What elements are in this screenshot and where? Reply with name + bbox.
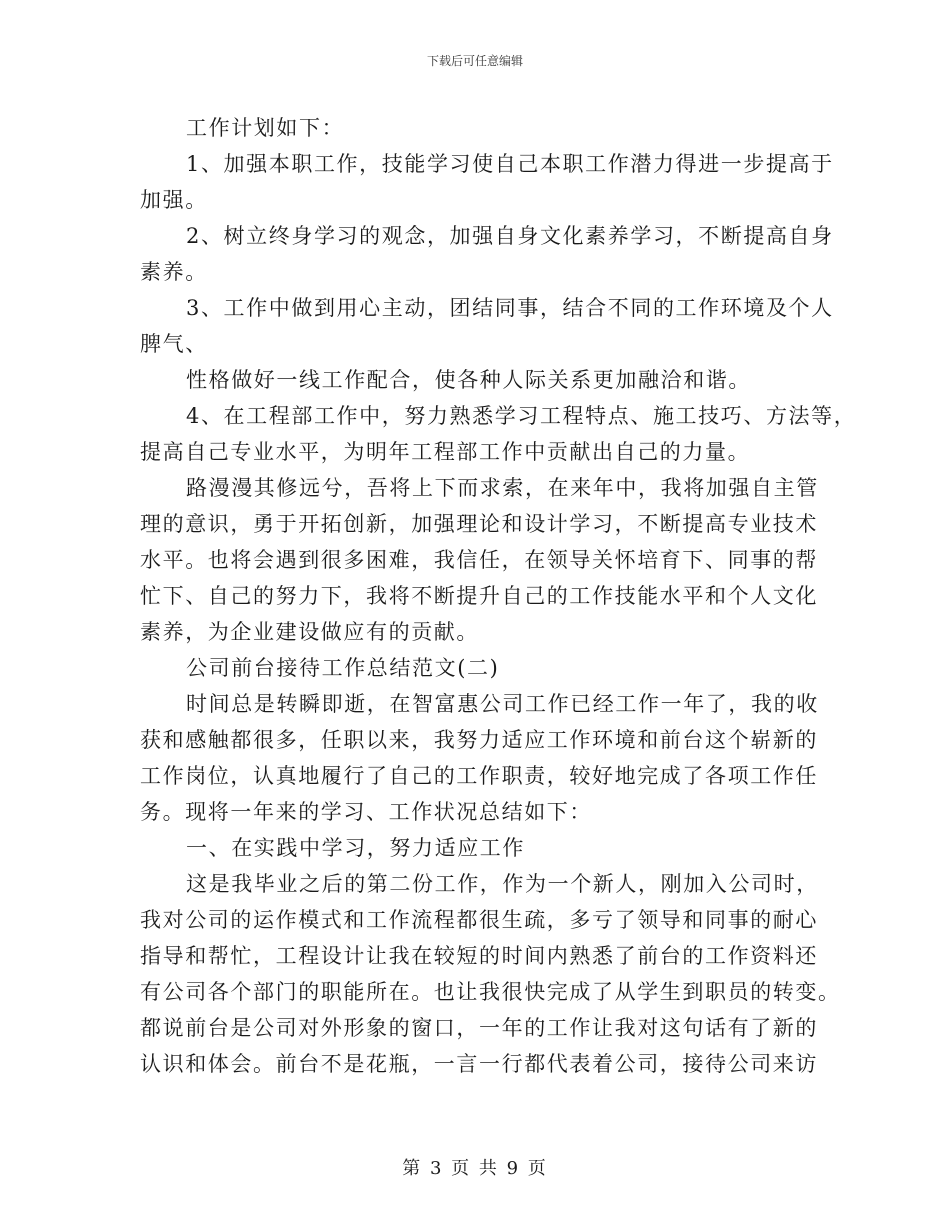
body-line: 1、加强本职工作，技能学习使自己本职工作潜力得进一步提高于 [186,152,834,176]
body-line: 都说前台是公司对外形象的窗口，一年的工作让我对这句话有了新的 [140,1016,818,1040]
subsection-heading: 一、在实践中学习，努力适应工作 [186,836,525,860]
body-line: 时间总是转瞬即逝，在智富惠公司工作已经工作一年了，我的收 [186,692,819,716]
body-line: 2、树立终身学习的观念，加强自身文化素养学习，不断提高自身 [186,224,834,248]
body-line: 这是我毕业之后的第二份工作，作为一个新人，刚加入公司时， [186,872,819,896]
body-line: 忙下、自己的努力下，我将不断提升自己的工作技能水平和个人文化 [140,584,818,608]
body-line: 4、在工程部工作中，努力熟悉学习工程特点、施工技巧、方法等， [186,404,857,428]
body-line: 加强。 [140,188,208,212]
body-line: 3、工作中做到用心主动，团结同事，结合不同的工作环境及个人 [186,296,834,320]
body-line: 我对公司的运作模式和工作流程都很生疏，多亏了领导和同事的耐心 [140,908,818,932]
body-line: 务。现将一年来的学习、工作状况总结如下： [140,800,592,824]
body-line: 有公司各个部门的职能所在。也让我很快完成了从学生到职员的转变。 [140,980,841,1004]
body-line: 工作计划如下： [186,116,345,140]
body-line: 指导和帮忙，工程设计让我在较短的时间内熟悉了前台的工作资料还 [140,944,818,968]
body-line: 认识和体会。前台不是花瓶，一言一行都代表着公司，接待公司来访 [140,1052,818,1076]
body-line: 路漫漫其修远兮，吾将上下而求索，在来年中，我将加强自主管 [186,476,819,500]
body-line: 获和感触都很多，任职以来，我努力适应工作环境和前台这个崭新的 [140,728,818,752]
page-number: 第 3 页 共 9 页 [402,1158,548,1179]
body-line: 脾气、 [140,332,208,356]
body-line: 素养。 [140,260,208,284]
document-body [140,110,857,1082]
body-line: 理的意识，勇于开拓创新，加强理论和设计学习，不断提高专业技术 [140,512,818,536]
page-header: 下载后可任意编辑 [426,54,523,68]
section-heading: 公司前台接待工作总结范文(二) [186,656,500,680]
body-line: 工作岗位，认真地履行了自己的工作职责，较好地完成了各项工作任 [140,764,818,788]
body-line: 水平。也将会遇到很多困难，我信任，在领导关怀培育下、同事的帮 [140,548,818,572]
body-line: 性格做好一线工作配合，使各种人际关系更加融洽和谐。 [186,368,751,392]
body-line: 提高自己专业水平，为明年工程部工作中贡献出自己的力量。 [140,440,751,464]
body-line: 素养，为企业建设做应有的贡献。 [140,620,479,644]
